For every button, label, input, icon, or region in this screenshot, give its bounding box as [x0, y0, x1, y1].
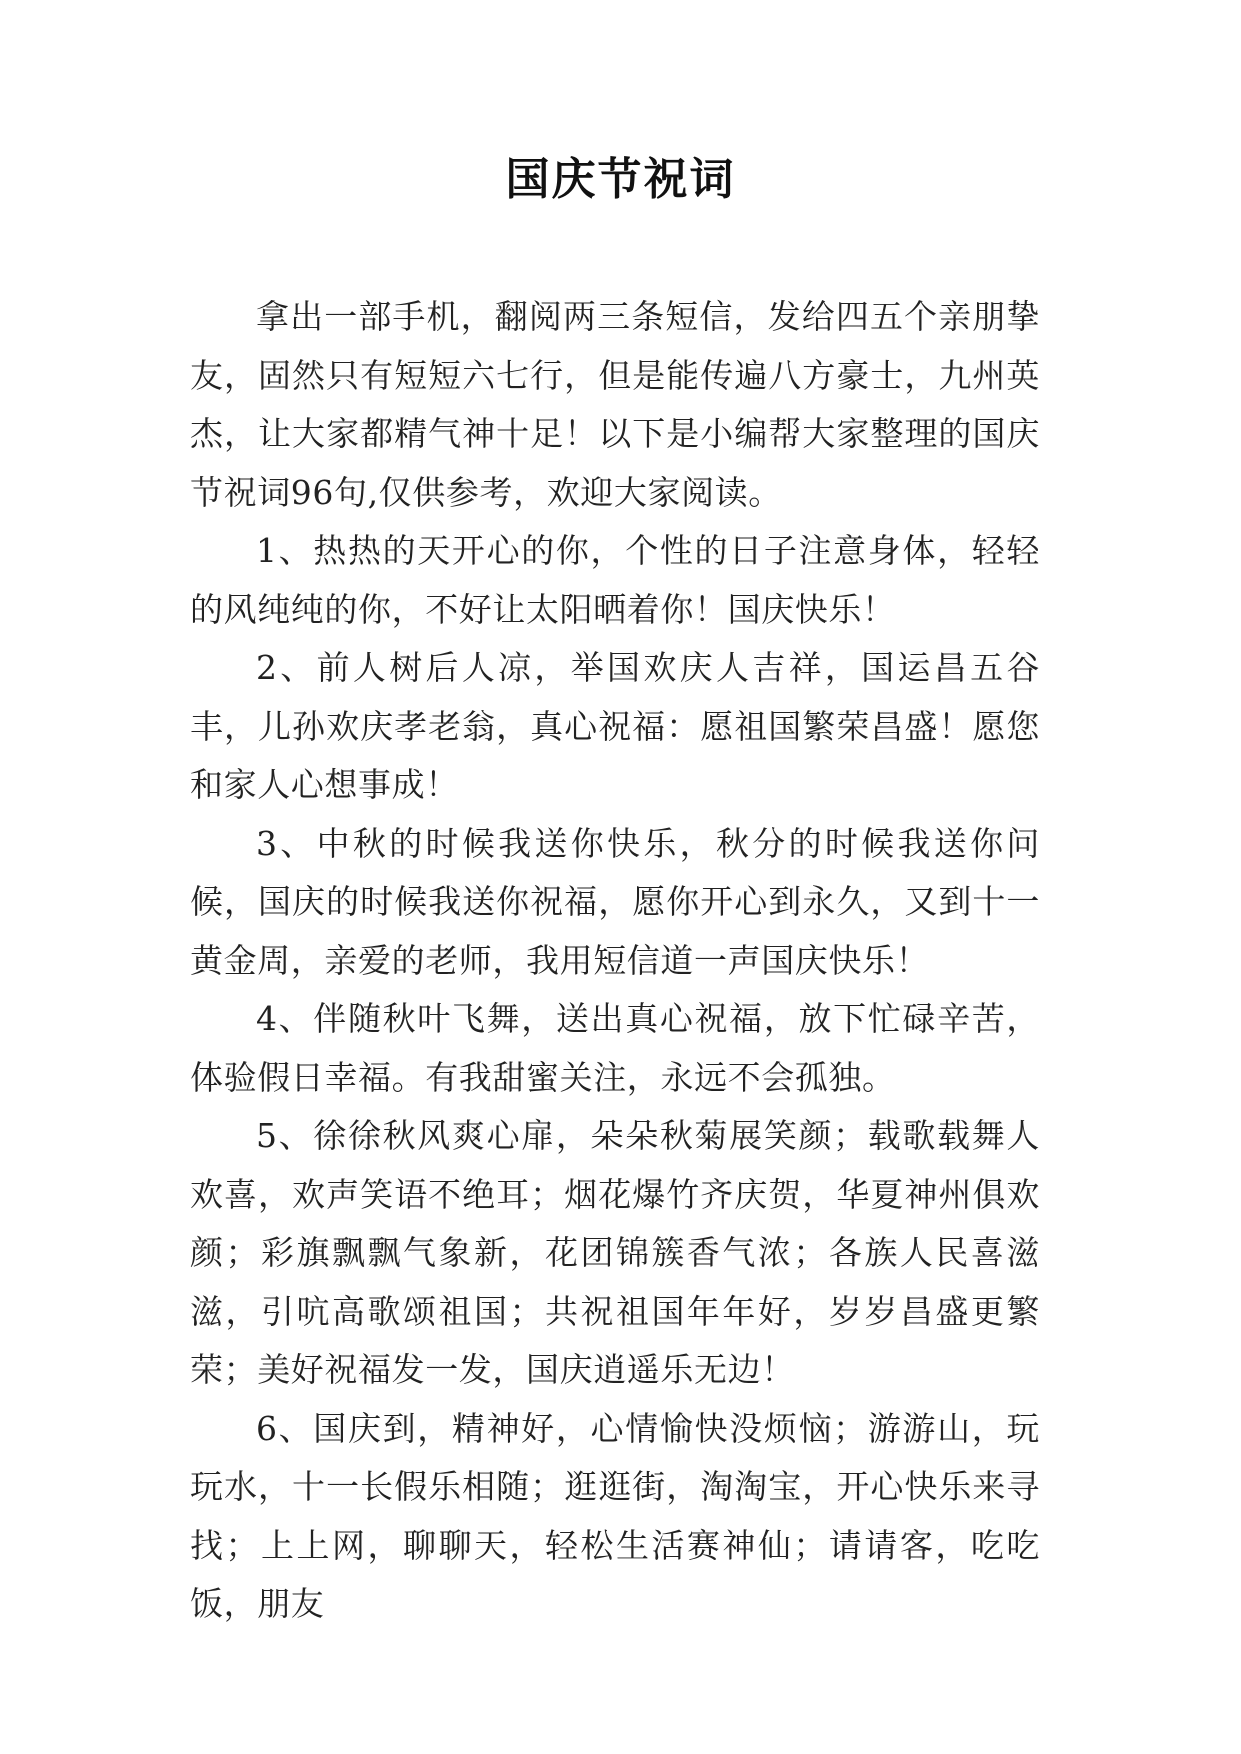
greeting-3: 3、中秋的时候我送你快乐，秋分的时候我送你问候，国庆的时候我送你祝福，愿你开心到永久，又到十一黄金周，亲爱的老师，我用短信道一声国庆快乐！	[190, 823, 1040, 980]
document-body	[190, 288, 1040, 1634]
greeting-4: 4、伴随秋叶飞舞，送出真心祝福，放下忙碌辛苦，体验假日幸福。有我甜蜜关注，永远不会孤独。	[190, 999, 1040, 1097]
intro-paragraph: 拿出一部手机，翻阅两三条短信，发给四五个亲朋挚友，固然只有短短六七行，但是能传遍八方豪士，九州英杰，让大家都精气神十足！以下是小编帮大家整理的国庆节祝词96句,仅供参考，欢迎大家阅读。	[190, 297, 1040, 512]
greeting-1: 1、热热的天开心的你，个性的日子注意身体，轻轻的风纯纯的你，不好让太阳晒着你！国庆快乐！	[190, 531, 1040, 629]
document-title: 国庆节祝词	[505, 154, 736, 205]
greeting-6: 6、国庆到，精神好，心情愉快没烦恼；游游山，玩玩水，十一长假乐相随；逛逛街，淘淘宝，开心快乐来寻找；上上网，聊聊天，轻松生活赛神仙；请请客，吃吃饭，朋友	[190, 1408, 1040, 1623]
greeting-5: 5、徐徐秋风爽心扉，朵朵秋菊展笑颜；载歌载舞人欢喜，欢声笑语不绝耳；烟花爆竹齐庆贺，华夏神州俱欢颜；彩旗飘飘气象新，花团锦簇香气浓；各族人民喜滋滋，引吭高歌颂祖国；共祝祖国年年好，岁岁昌盛更繁荣；美好祝福发一发，国庆逍遥乐无边！	[190, 1116, 1040, 1389]
greeting-2: 2、前人树后人凉，举国欢庆人吉祥，国运昌五谷丰，儿孙欢庆孝老翁，真心祝福：愿祖国繁荣昌盛！愿您和家人心想事成！	[190, 648, 1040, 804]
